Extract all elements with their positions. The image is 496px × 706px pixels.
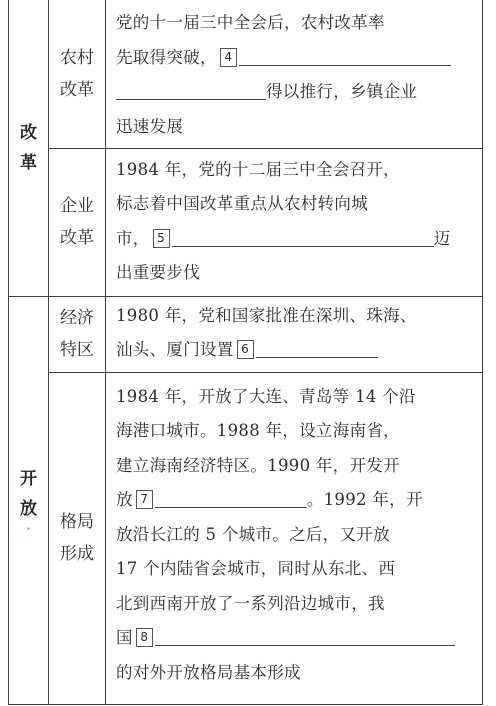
reform-opening-table <box>8 0 483 705</box>
text-line: 建立海南经济特区。1990 年，开发开 <box>116 455 400 475</box>
answer-blank-6[interactable] <box>256 337 378 358</box>
label-line-2: 形成 <box>60 544 94 564</box>
text-line <box>116 75 474 110</box>
text-line <box>116 483 474 518</box>
content-opening-pattern <box>106 372 483 704</box>
label-line-1: 企业 <box>60 196 94 216</box>
blank-number-4: 4 <box>220 48 237 67</box>
label-line-2: 特区 <box>60 340 94 360</box>
blank-number-8: 8 <box>136 628 153 647</box>
text-segment: 迈 <box>433 228 451 248</box>
text-segment: 。1992 年，开 <box>306 490 423 509</box>
text-line: 的对外开放格局基本形成 <box>116 662 301 682</box>
row-enterprise-reform <box>9 148 483 296</box>
blank-number-6: 6 <box>237 340 254 359</box>
label-line-1: 经济 <box>60 308 94 328</box>
label-special-economic-zones <box>49 296 106 372</box>
text-line: 迅速发展 <box>116 116 184 136</box>
answer-blank-8[interactable] <box>155 625 455 646</box>
text-line: 海港口城市。1988 年，设立海南省， <box>116 421 400 440</box>
text-segment: 得以推行，乡镇企业 <box>266 82 418 101</box>
text-line <box>116 621 474 656</box>
answer-blank-5[interactable] <box>172 226 434 247</box>
text-segment: 市， <box>116 228 150 248</box>
answer-blank-4-continued[interactable] <box>116 79 266 100</box>
text-line: 1980 年，党和国家批准在深圳、珠海、 <box>116 305 417 325</box>
text-line: 放沿长江的 5 个城市。之后，又开放 <box>116 524 390 544</box>
text-line: 17 个内陆省会城市，同时从东北、西 <box>116 559 396 578</box>
text-line: 出重要步伐 <box>116 263 200 282</box>
category-reform-char-2: 革 <box>20 152 37 173</box>
text-line: 北到西南开放了一系列沿边城市，我 <box>116 593 385 613</box>
category-opening-char-1: 开 <box>20 469 37 489</box>
category-reform-char-1: 改 <box>20 122 37 143</box>
text-line: 1984 年，开放了大连、青岛等 14 个沿 <box>116 386 416 406</box>
category-opening <box>9 296 49 704</box>
text-segment: 国 <box>116 628 133 647</box>
category-opening-char-2: 放 <box>20 499 37 519</box>
text-segment: 先取得突破， <box>116 47 217 67</box>
text-line <box>116 222 474 257</box>
row-rural-reform <box>9 0 483 148</box>
content-enterprise-reform <box>106 148 483 296</box>
text-line <box>116 333 474 368</box>
label-rural-reform <box>49 0 106 148</box>
category-reform <box>9 0 49 296</box>
text-line <box>116 41 474 76</box>
label-line-2: 改革 <box>60 79 94 100</box>
blank-number-7: 7 <box>136 490 153 509</box>
answer-blank-4[interactable] <box>239 45 451 66</box>
label-opening-pattern <box>49 372 106 704</box>
row-opening-pattern <box>9 372 483 704</box>
label-line-1: 格局 <box>60 512 94 532</box>
row-special-economic-zones <box>9 296 483 372</box>
label-line-1: 农村 <box>60 47 94 68</box>
category-opening-mark: · <box>26 524 31 535</box>
text-line: 标志着中国改革重点从农村转向城 <box>116 194 368 213</box>
text-segment: 放 <box>116 490 133 509</box>
answer-blank-7[interactable] <box>155 487 307 508</box>
content-special-economic-zones <box>106 296 483 372</box>
label-line-2: 改革 <box>60 228 94 248</box>
text-line: 1984 年，党的十二届三中全会召开， <box>116 159 400 179</box>
text-line: 党的十一届三中全会后，农村改革率 <box>116 13 385 32</box>
text-segment: 汕头、厦门设置 <box>116 340 234 359</box>
label-enterprise-reform <box>49 148 106 296</box>
blank-number-5: 5 <box>153 229 170 248</box>
content-rural-reform <box>106 0 483 148</box>
